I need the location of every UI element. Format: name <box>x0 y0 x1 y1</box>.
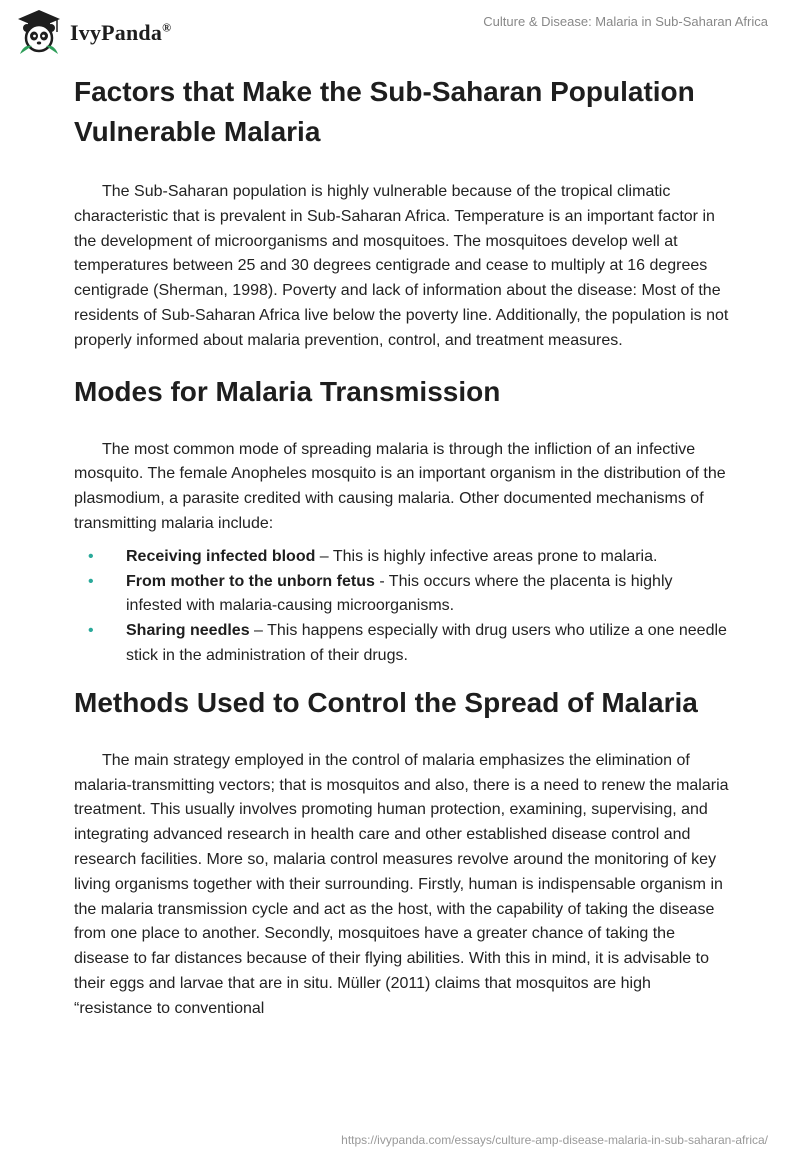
running-title: Culture & Disease: Malaria in Sub-Saharan Africa <box>483 14 768 29</box>
list-item <box>74 570 730 620</box>
bullet-icon: • <box>88 572 94 590</box>
list-item <box>74 619 730 669</box>
list-item-text: - This occurs where the placenta is highly infested with malaria-causing microorganisms. <box>126 572 673 615</box>
section-heading-transmission: Modes for Malaria Transmission <box>74 375 501 407</box>
section-paragraph-vulnerability: The Sub-Saharan population is highly vulnerable because of the tropical climatic characteristic that is prevalent in Sub-Saharan Africa. Temperature is an important factor in the development of microorganisms and mosquitoes. The mosquitoes develop well at temperatures between 25 and 30 degrees centigrade and cease to multiply at 16 degrees centigrade (Sherman, 1998). Poverty and lack of information about the disease: Most of the residents of Sub-Saharan Africa live below the poverty line. Additionally, the population is not properly informed about malaria prevention, control, and treatment measures. <box>74 183 729 349</box>
page-header <box>0 0 800 60</box>
transmission-list <box>74 545 730 669</box>
section-heading-control: Methods Used to Control the Spread of Malaria <box>74 686 698 718</box>
list-item-text: – This is highly infective areas prone to malaria. <box>315 547 658 565</box>
section-heading-vulnerability: Factors that Make the Sub-Saharan Population Vulnerable Malaria <box>74 76 695 147</box>
bullet-icon: • <box>88 622 94 640</box>
essay-content <box>74 72 730 1022</box>
brand-name: IvyPanda® <box>70 20 172 45</box>
list-item <box>74 545 730 570</box>
list-item-term: From mother to the unborn fetus <box>126 572 375 590</box>
source-url[interactable]: https://ivypanda.com/essays/culture-amp-disease-malaria-in-sub-saharan-africa/ <box>341 1133 768 1147</box>
section-paragraph-transmission: The most common mode of spreading malaria is through the infliction of an infective mosquito. The female Anopheles mosquito is an important organism in the distribution of the plasmodium, a parasite credited with causing malaria. Other documented mechanisms of transmitting malaria include: <box>74 440 726 532</box>
list-item-text: – This happens especially with drug users who utilize a one needle stick in the administration of their drugs. <box>126 622 727 664</box>
section-paragraph-control: The main strategy employed in the control of malaria emphasizes the elimination of malaria-transmitting vectors; that is mosquitos and also, there is a need to renew the malaria treatment. This usually involves promoting human protection, examining, supervising, and integrating advanced research in health care and other established disease control and research facilities. More so, malaria control measures revolve around the monitoring of key living organisms together with their surrounding. Firstly, human is indispensable organism in the malaria transmission cycle and act as the host, with the capability of taking the disease from one place to another. Secondly, mosquitoes have a greater chance of taking the disease to far distances because of their flying abilities. With this in mind, it is advisable to their eggs and larvae that are in situ. Müller (2011) claims that mosquitos are high “resistance to conventional <box>74 751 729 1017</box>
ivypanda-logo[interactable] <box>14 8 171 58</box>
bullet-icon: • <box>88 547 94 565</box>
panda-graduate-icon <box>14 8 64 58</box>
list-item-term: Receiving infected blood <box>126 547 316 565</box>
list-item-term: Sharing needles <box>126 622 250 640</box>
